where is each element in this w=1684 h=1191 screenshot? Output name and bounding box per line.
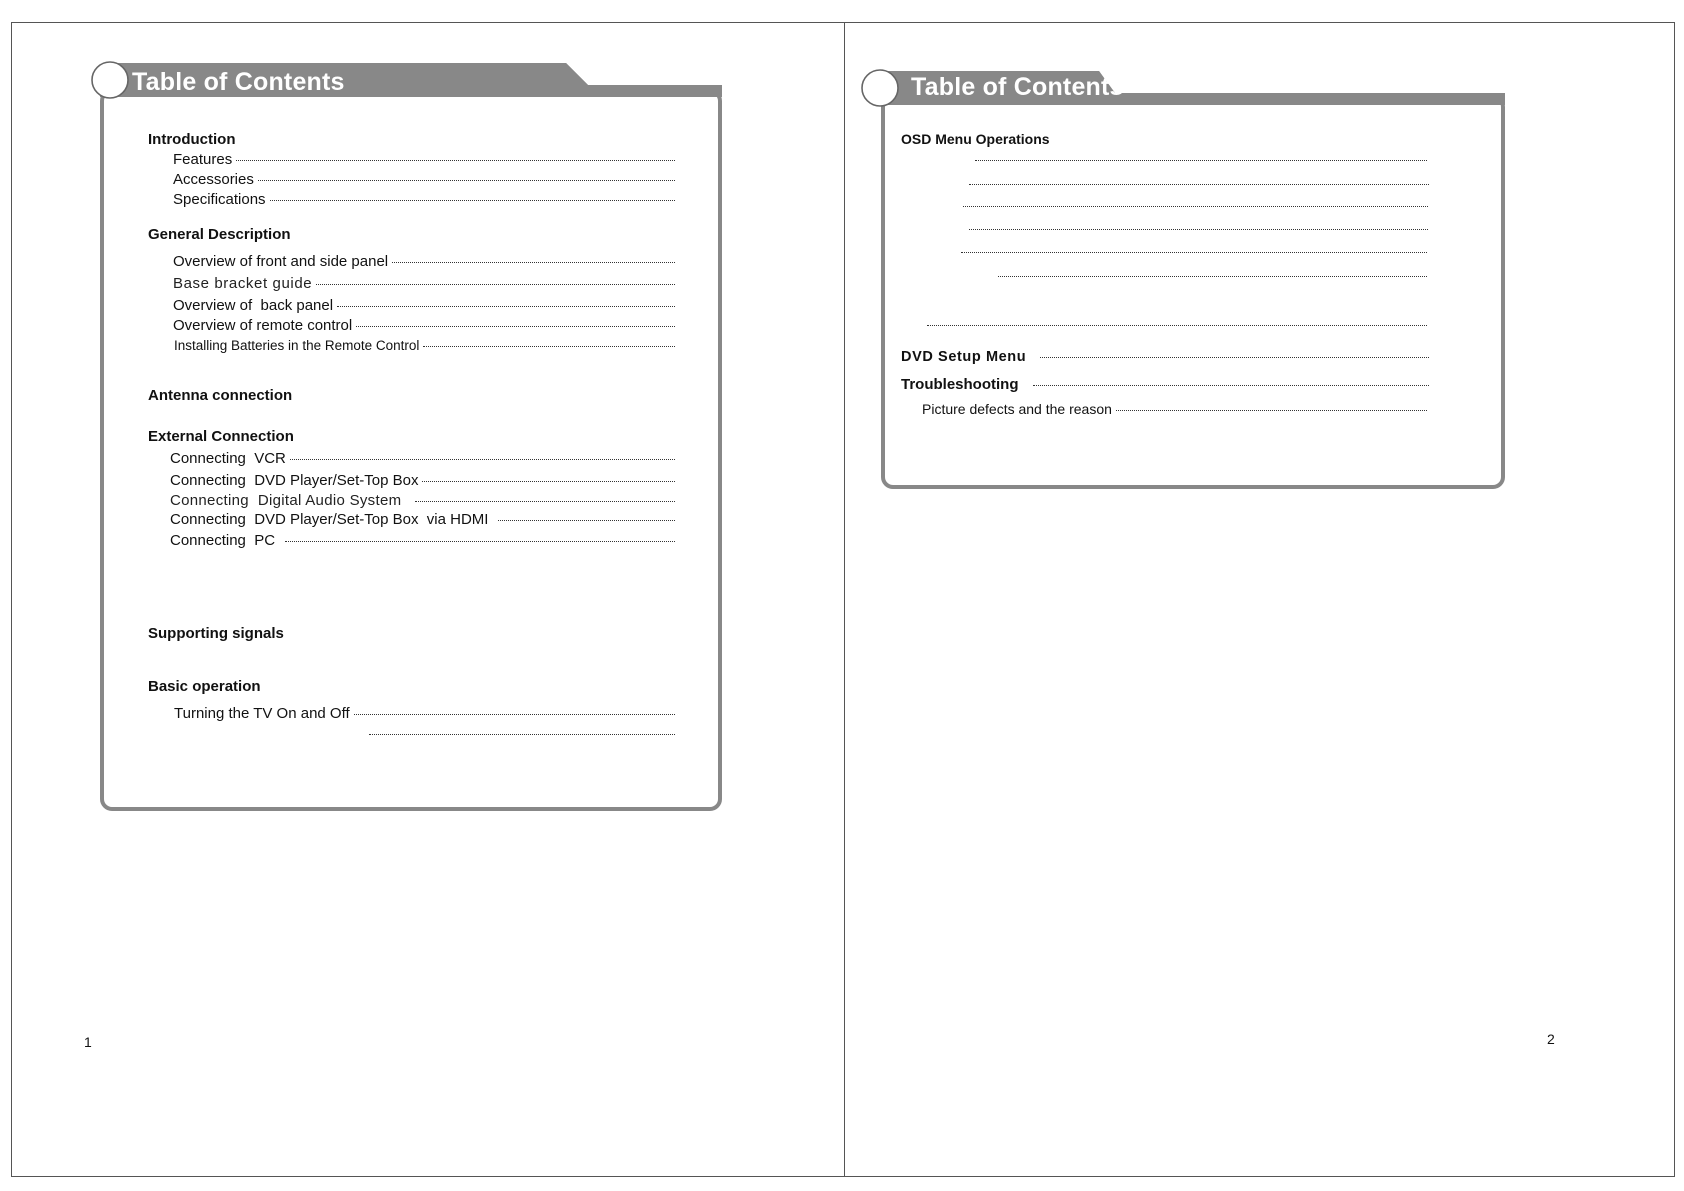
- toc-entry-back-panel[interactable]: [173, 297, 675, 314]
- dot-leader: [392, 262, 675, 263]
- dot-leader: [316, 284, 675, 285]
- toc-entry-dvd-setup-menu[interactable]: [901, 349, 1429, 365]
- toc-entry-specifications[interactable]: [173, 191, 675, 208]
- toc-entry-pc[interactable]: [170, 532, 675, 549]
- toc-entry-blank-leader-6: [998, 279, 1427, 280]
- entry-label: Base bracket guide: [173, 275, 313, 292]
- toc-entry-blank-leader-4: [969, 232, 1428, 233]
- page-number-left: 1: [84, 1034, 92, 1050]
- section-introduction: Introduction: [148, 131, 236, 148]
- toc-title: Table of Contents: [911, 73, 1124, 101]
- entry-label: Overview of remote control: [173, 317, 353, 334]
- toc-entry-dvd-stb[interactable]: [170, 472, 675, 489]
- dot-leader: [998, 276, 1427, 277]
- toc-entry-dvd-hdmi[interactable]: [170, 511, 675, 528]
- section-osd-menu: OSD Menu Operations: [901, 131, 1050, 147]
- dot-leader: [258, 180, 675, 181]
- page-right: [844, 23, 1676, 1176]
- toc-entry-features[interactable]: [173, 151, 675, 168]
- section-antenna-connection: Antenna connection: [148, 387, 293, 404]
- section-basic-operation: Basic operation: [148, 678, 261, 695]
- dot-leader: [415, 501, 675, 502]
- toc-title: Table of Contents: [132, 68, 345, 96]
- toc-entry-blank-leader-5: [961, 255, 1427, 256]
- dot-leader: [961, 252, 1427, 253]
- entry-label: Overview of front and side panel: [173, 253, 389, 270]
- dot-leader: [963, 206, 1428, 207]
- entry-label: Installing Batteries in the Remote Control: [174, 338, 420, 353]
- toc-entry-blank-leader-2: [969, 187, 1429, 188]
- toc-entry-turning-on-off[interactable]: [174, 705, 675, 722]
- toc-entry-vcr[interactable]: [170, 450, 675, 467]
- section-external-connection: External Connection: [148, 428, 294, 445]
- entry-label: Connecting PC: [170, 532, 276, 549]
- dot-leader: [975, 160, 1427, 161]
- toc-entry-blank-leader: [369, 737, 675, 738]
- dot-leader: [1116, 410, 1427, 411]
- entry-label: Specifications: [173, 191, 266, 208]
- toc-entry-accessories[interactable]: [173, 171, 675, 188]
- dot-leader: [1033, 385, 1430, 386]
- dot-leader: [927, 325, 1427, 326]
- entry-label: Troubleshooting: [901, 376, 1019, 393]
- dot-leader: [354, 714, 675, 715]
- toc-entry-troubleshooting[interactable]: [901, 376, 1429, 393]
- entry-label: DVD Setup Menu: [901, 349, 1027, 365]
- dot-leader: [356, 326, 675, 327]
- page-number-right: 2: [1547, 1031, 1555, 1047]
- dot-leader: [422, 481, 675, 482]
- toc-entry-blank-leader-1: [975, 163, 1427, 164]
- dot-leader: [270, 200, 675, 201]
- entry-label: Features: [173, 151, 233, 168]
- entry-label: Picture defects and the reason: [922, 401, 1112, 417]
- dot-leader: [369, 734, 675, 735]
- toc-entry-batteries[interactable]: [174, 338, 675, 353]
- toc-entry-base-bracket[interactable]: [173, 275, 675, 292]
- document-sheet: [11, 22, 1675, 1177]
- toc-entry-digital-audio[interactable]: [170, 492, 675, 509]
- toc-entry-front-side-panel[interactable]: [173, 253, 675, 270]
- section-supporting-signals: Supporting signals: [148, 625, 284, 642]
- entry-label: Connecting DVD Player/Set-Top Box: [170, 472, 419, 489]
- dot-leader: [498, 520, 675, 521]
- page-left: [12, 23, 844, 1176]
- dot-leader: [1040, 357, 1429, 358]
- entry-label: Accessories: [173, 171, 254, 188]
- section-general-description: General Description: [148, 226, 291, 243]
- entry-label: Connecting VCR: [170, 450, 286, 467]
- entry-label: Connecting DVD Player/Set-Top Box via HDMI: [170, 511, 489, 528]
- dot-leader: [337, 306, 675, 307]
- toc-entry-blank-leader-3: [963, 209, 1428, 210]
- toc-entry-picture-defects[interactable]: [922, 401, 1427, 417]
- entry-label: Turning the TV On and Off: [174, 705, 350, 722]
- entry-label: Overview of back panel: [173, 297, 334, 314]
- toc-entry-blank-leader-7: [927, 328, 1427, 329]
- dot-leader: [236, 160, 675, 161]
- toc-entry-remote-control[interactable]: [173, 317, 675, 334]
- dot-leader: [290, 459, 675, 460]
- dot-leader: [969, 229, 1428, 230]
- dot-leader: [285, 541, 675, 542]
- dot-leader: [423, 346, 675, 347]
- dot-leader: [969, 184, 1429, 185]
- entry-label: Connecting Digital Audio System: [170, 492, 402, 509]
